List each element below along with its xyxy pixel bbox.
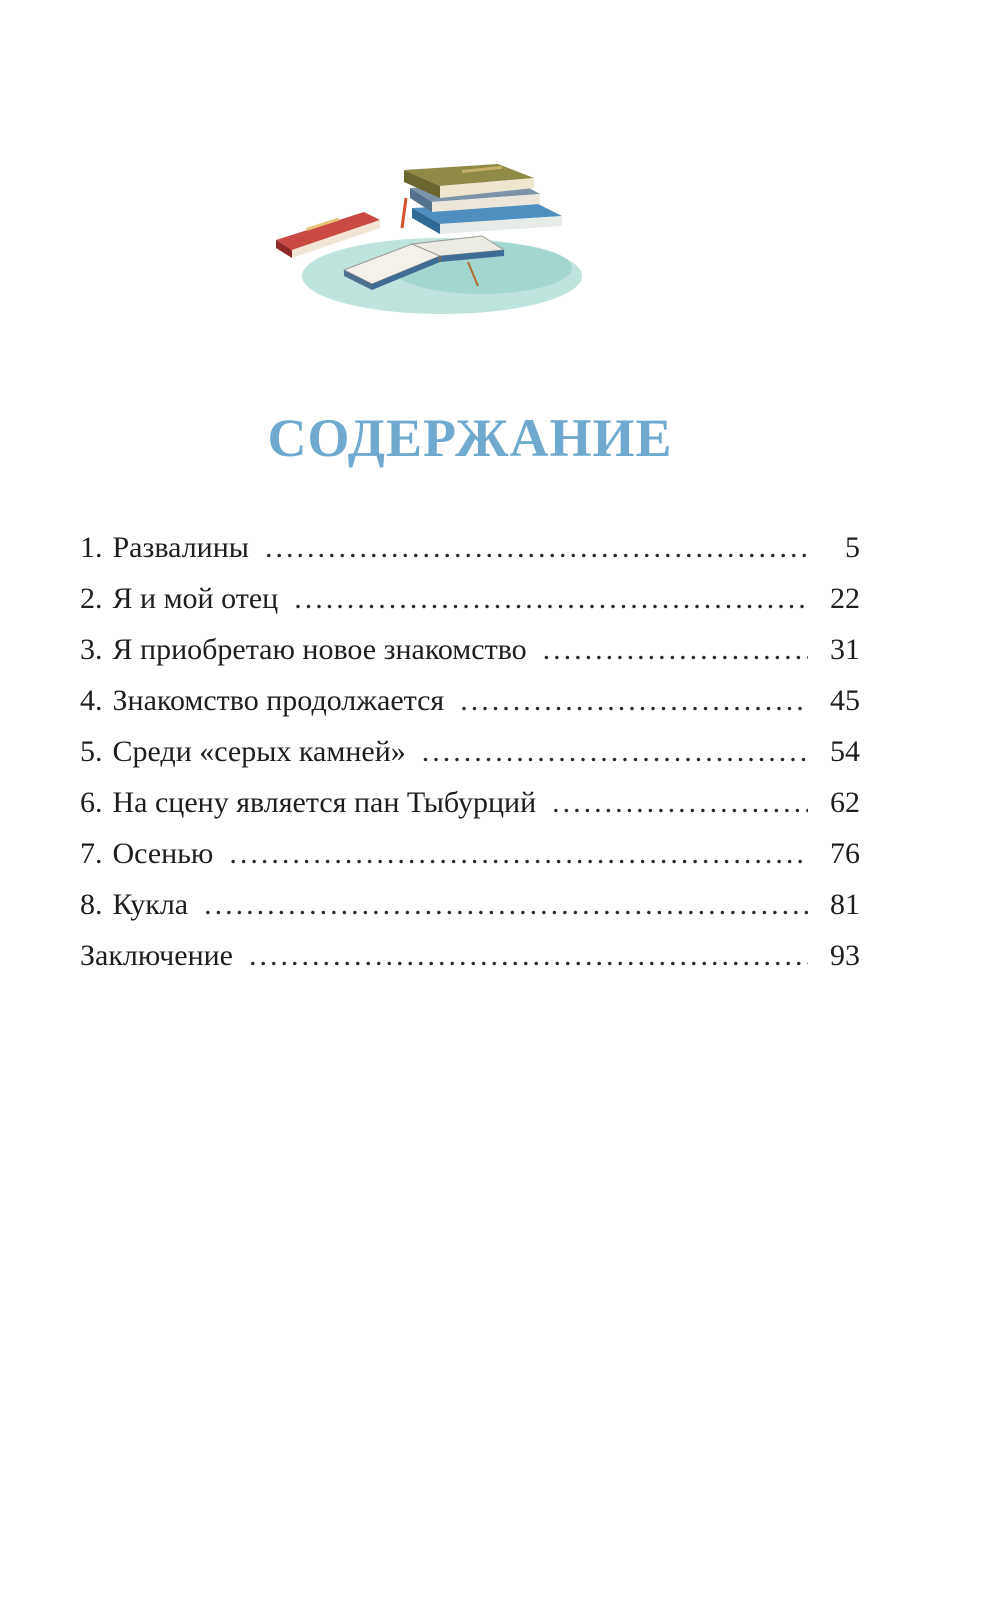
toc-entry-page: 81 [830,888,860,921]
toc-entry-page: 45 [830,684,860,717]
toc-entry[interactable] [80,726,860,777]
toc-entry-page: 5 [845,531,860,564]
dot-leader [229,828,808,879]
toc-entry-page: 22 [830,582,860,615]
toc-entry-page: 54 [830,735,860,768]
dot-leader [552,777,808,828]
toc-entry-title: На сцену является пан Тыбурций [112,786,537,819]
toc-entry-page: 31 [830,633,860,666]
toc-entry[interactable] [80,930,860,981]
toc-entry-number: 7. [80,837,103,870]
dot-leader [294,573,808,624]
toc-entry[interactable] [80,879,860,930]
toc-entry-number: 4. [80,684,103,717]
toc-entry-number: 5. [80,735,103,768]
toc-entry[interactable] [80,573,860,624]
toc-entry-page: 62 [830,786,860,819]
toc-entry-title: Я приобретаю новое знакомство [112,633,527,666]
toc-entry[interactable] [80,828,860,879]
dot-leader [460,675,808,726]
toc-entry-title: Осенью [112,837,214,870]
dot-leader [422,726,808,777]
books-illustration-icon [272,158,588,330]
dot-leader [204,879,808,930]
toc-entry[interactable] [80,777,860,828]
toc-entry-title: Развалины [112,531,249,564]
page-title: СОДЕРЖАНИЕ [267,408,673,468]
toc-entry[interactable] [80,675,860,726]
toc-entry-title: Заключение [80,939,233,972]
toc-entry-page: 76 [830,837,860,870]
toc-entry-number: 6. [80,786,103,819]
dot-leader [265,522,808,573]
toc-entry-number: 3. [80,633,103,666]
toc-entry-page: 93 [830,939,860,972]
toc-entry-number: 1. [80,531,103,564]
toc-entry-number: 2. [80,582,103,615]
toc-entry-title: Знакомство продолжается [112,684,445,717]
toc-entry-title: Среди «серых камней» [112,735,406,768]
dot-leader [543,624,808,675]
table-of-contents [80,522,860,981]
toc-entry-number: 8. [80,888,103,921]
toc-entry-title: Кукла [112,888,189,921]
dot-leader [249,930,808,981]
toc-entry-title: Я и мой отец [112,582,279,615]
toc-entry[interactable] [80,624,860,675]
toc-entry[interactable] [80,522,860,573]
